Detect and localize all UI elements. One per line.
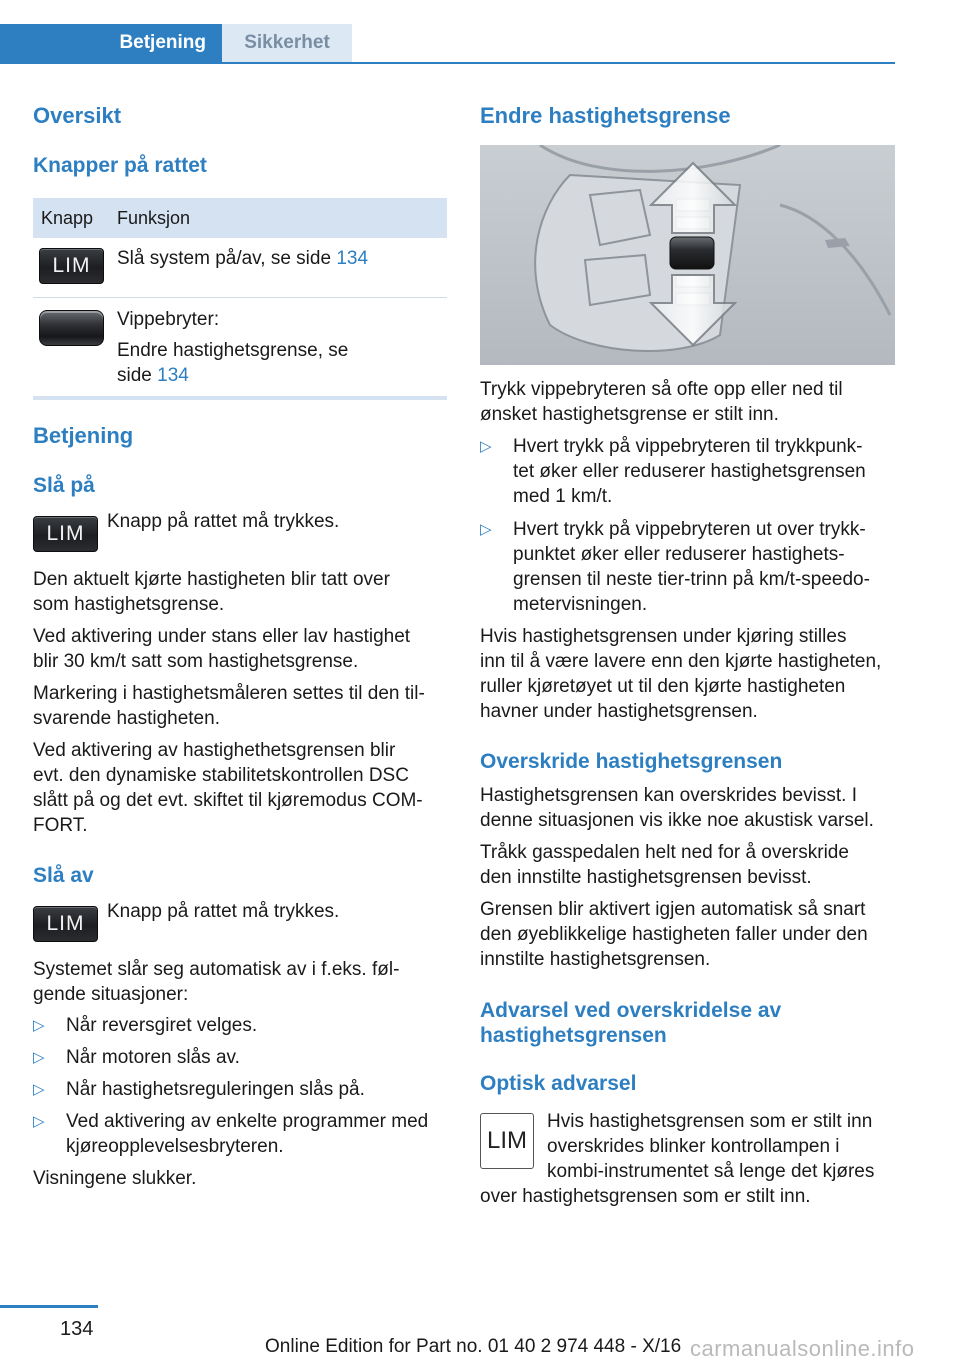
text-line: svarende hastigheten. [33,708,220,729]
buttons-table [33,198,447,400]
text-line: ruller kjøretøyet ut til den kjørte hastigheten [480,676,846,697]
table-cell-function [117,246,368,271]
section-tab-bar [0,24,895,64]
table-header-knapp: Knapp [41,208,94,228]
paragraph [480,840,849,890]
triangle-bullet-icon: ▷ [33,1081,45,1098]
text-line: Ved aktivering under stans eller lav hastighet [33,626,411,647]
sla-av-text: Knapp på rattet må trykkes. [107,901,340,922]
paragraph: Visningene slukker. [33,1168,197,1189]
paragraph [33,738,423,838]
paragraph [480,783,874,833]
paragraph [547,1109,874,1184]
watermark: carmanualsonline.info [690,1336,915,1361]
heading-optisk-advarsel: Optisk advarsel [480,1072,637,1095]
text-line: over hastighetsgrensen som er stilt inn. [480,1186,811,1207]
text-line: med 1 km/t. [513,486,613,507]
text-line: punktet øker eller reduserer hastighets‐ [513,544,845,565]
page-link-134[interactable]: 134 [336,248,369,269]
text-line: havner under hastighetsgrensen. [480,701,758,722]
text-line: blir 30 km/t satt som hastighetsgrense. [33,651,359,672]
text-line: ønsket hastighetsgrense er stilt inn. [480,404,779,425]
text-line: Den aktuelt kjørte hastigheten blir tatt over [33,569,390,590]
heading-knapper-pa-rattet: Knapper på rattet [33,154,207,177]
text-line: denne situasjonen vis ikke noe akustisk varsel. [480,810,874,831]
heading-sla-pa: Slå på [33,474,95,497]
page-link-134[interactable]: 134 [157,365,189,386]
triangle-bullet-icon: ▷ [33,1113,45,1130]
edition-note: Online Edition for Part no. 01 40 2 974 448 - X/16 [265,1336,682,1357]
table-header-funksjon: Funksjon [117,208,191,228]
text-line: innstilte hastighetsgrensen. [480,949,711,970]
heading-sla-av: Slå av [33,864,94,887]
row2-line1: Endre hastighetsgrense, se [117,340,349,361]
list-item [33,1109,428,1159]
text-line: Tråkk gasspedalen helt ned for å overskride [480,842,849,863]
heading-line: hastighetsgrensen [480,1024,667,1047]
paragraph [480,897,868,972]
paragraph [480,624,881,724]
text-line: tet øker eller reduserer hastighetsgrensen [513,461,866,482]
list-item [33,1077,365,1102]
paragraph [480,377,843,427]
lim-indicator-lamp-icon: LIM [480,1113,534,1169]
paragraph [33,567,390,617]
lim-button-icon: LIM [33,516,98,552]
text-line: Markering i hastighetsmåleren settes til den til‐ [33,683,425,704]
heading-endre-hastighetsgrense: Endre hastighetsgrense [480,103,731,128]
text-line: Ved aktivering av hastighethetsgrensen blir [33,740,396,761]
tab-sikkerhet-label: Sikkerhet [244,32,330,53]
list-item [33,1045,240,1070]
steering-wheel-rocker-image [480,145,895,365]
lim-button-icon: LIM [33,906,98,942]
text-line: Hvis hastighetsgrensen som er stilt inn [547,1111,873,1132]
paragraph [33,957,399,1007]
tab-sikkerhet[interactable] [222,24,352,62]
triangle-bullet-icon: ▷ [480,438,492,455]
text-line: Systemet slår seg automatisk av i f.eks. føl‐ [33,959,400,980]
text-line: inn til å være lavere enn den kjørte hastigheten, [480,651,882,672]
rocker-switch-icon [39,310,104,346]
text-line: overskrides blinker kontrollampen i [547,1136,840,1157]
text-line: Når hastighetsreguleringen slås på. [66,1079,365,1100]
table-row [33,238,447,298]
text-line: kjøreopplevelsesbryteren. [66,1136,284,1157]
text-line: Når reversgiret velges. [66,1015,258,1036]
text-line: Hvis hastighetsgrensen under kjøring stilles [480,626,847,647]
text-line: Ved aktivering av enkelte programmer med [66,1111,429,1132]
heading-overskride: Overskride hastighetsgrensen [480,750,783,773]
text-line: evt. den dynamiske stabilitetskontrollen DSC [33,765,409,786]
heading-betjening: Betjening [33,423,134,448]
triangle-bullet-icon: ▷ [33,1049,45,1066]
row1-text: Slå system på/av, se side [117,248,337,269]
table-bottom-rule [33,396,447,400]
text-line: grensen til neste tier-trinn på km/t-speedo‐ [513,569,870,590]
triangle-bullet-icon: ▷ [33,1017,45,1034]
tab-betjening-label: Betjening [119,32,206,53]
text-line: Hvert trykk på vippebryteren ut over trykk‐ [513,519,866,540]
heading-oversikt: Oversikt [33,103,122,128]
list-item [480,434,866,509]
row2-line2 [117,363,189,388]
text-line: Grensen blir aktivert igjen automatisk så snart [480,899,866,920]
text-line: slått på og det evt. skiftet til kjøremodus COM‐ [33,790,423,811]
text-line: FORT. [33,815,88,836]
text-line: kombi-instrumentet så lenge det kjøres [547,1161,875,1182]
page-number: 134 [60,1318,94,1340]
paragraph [33,681,425,731]
text-line: Når motoren slås av. [66,1047,240,1068]
text-line: som hastighetsgrense. [33,594,225,615]
tab-betjening[interactable] [0,24,222,62]
list-item [480,517,870,617]
paragraph [33,624,410,674]
heading-advarsel [480,998,781,1048]
sla-pa-text: Knapp på rattet må trykkes. [107,511,340,532]
text-line: Hastighetsgrensen kan overskrides bevisst. I [480,785,858,806]
text-line: den øyeblikkelige hastigheten faller under den [480,924,868,945]
row2-title: Vippebryter: [117,309,220,330]
footer-rule [0,1305,98,1308]
text-line: den innstilte hastighetsgrensen bevisst. [480,867,812,888]
text-line: metervisningen. [513,594,648,615]
table-header [33,198,447,238]
list-item [33,1013,257,1038]
lim-button-icon: LIM [39,248,104,284]
table-row [33,298,447,396]
text-line: Trykk vippebryteren så ofte opp eller ned til [480,379,843,400]
triangle-bullet-icon: ▷ [480,521,492,538]
row2-line2-text: side [117,365,158,386]
text-line: Hvert trykk på vippebryteren til trykkpunk‐ [513,436,863,457]
heading-line: Advarsel ved overskridelse av [480,999,782,1022]
text-line: gende situasjoner: [33,984,189,1005]
